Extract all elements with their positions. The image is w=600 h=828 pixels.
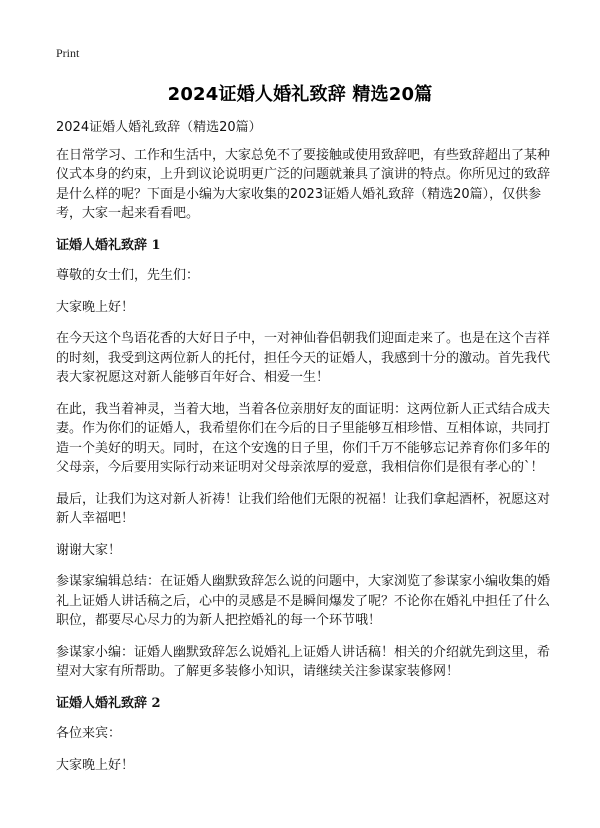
greeting: 大家晚上好！ xyxy=(56,757,135,773)
salutation: 尊敬的女士们，先生们： xyxy=(56,268,200,283)
body-paragraph: 最后，让我们为这对新人祈祷！让我们给他们无限的祝福！让我们拿起酒杯，祝愿这对新人幸福吧！ xyxy=(56,491,551,526)
section-heading-2: 证婚人婚礼致辞 2 xyxy=(56,695,161,711)
article-subtitle: 2024证婚人婚礼致辞（精选20篇） xyxy=(56,120,262,135)
intro-paragraph: 在日常学习、工作和生活中，大家总免不了要接触或使用致辞吧，有些致辞超出了某种仪式本身的约束，上升到议论说明更广泛的问题就兼具了演讲的特点。你所见过的致辞是什么样的呢？下面是小编为大家收集的2023证婚人婚礼致辞（精选20篇），仅供参考，大家一起来看看吧。 xyxy=(56,147,551,221)
section-heading-1: 证婚人婚礼致辞 1 xyxy=(56,237,161,253)
body-paragraph: 在此，我当着神灵，当着大地，当着各位亲朋好友的面证明：这两位新人正式结合成夫妻。作为你们的证婚人，我希望你们在今后的日子里能够互相珍惜、互相体谅，共同打造一个美好的明天。同时，在这个安逸的日子里，你们千万不能够忘记养育你们多年的父母亲，今后要用实际行动来证明对父母亲浓厚的爱意，我相信你们是很有孝心的`！ xyxy=(56,401,551,475)
print-link[interactable]: Print xyxy=(56,46,80,60)
editor-note: 参谋家小编：证婚人幽默致辞怎么说婚礼上证婚人讲话稿！相关的介绍就先到这里，希望对大家有所帮助。了解更多装修小知识，请继续关注参谋家装修网！ xyxy=(56,644,551,679)
salutation: 各位来宾： xyxy=(56,726,122,741)
editor-summary: 参谋家编辑总结：在证婚人幽默致辞怎么说的问题中，大家浏览了参谋家小编收集的婚礼上证婚人讲话稿之后，心中的灵感是不是瞬间爆发了呢？不论你在婚礼中担任了什么职位，都要尽心尽力的为新人把控婚礼的每一个环节哦！ xyxy=(56,574,551,628)
body-paragraph: 在今天这个鸟语花香的大好日子中，一对神仙眷侣朝我们迎面走来了。也是在这个吉祥的时刻，我受到这两位新人的托付，担任今天的证婚人，我感到十分的激动。首先我代表大家祝愿这对新人能够百年好合、相爱一生！ xyxy=(56,331,551,385)
page-title: 2024证婚人婚礼致辞 精选20篇 xyxy=(167,84,433,105)
thanks-paragraph: 谢谢大家！ xyxy=(56,542,122,558)
article-body xyxy=(56,118,550,787)
greeting: 大家晚上好！ xyxy=(56,299,135,315)
